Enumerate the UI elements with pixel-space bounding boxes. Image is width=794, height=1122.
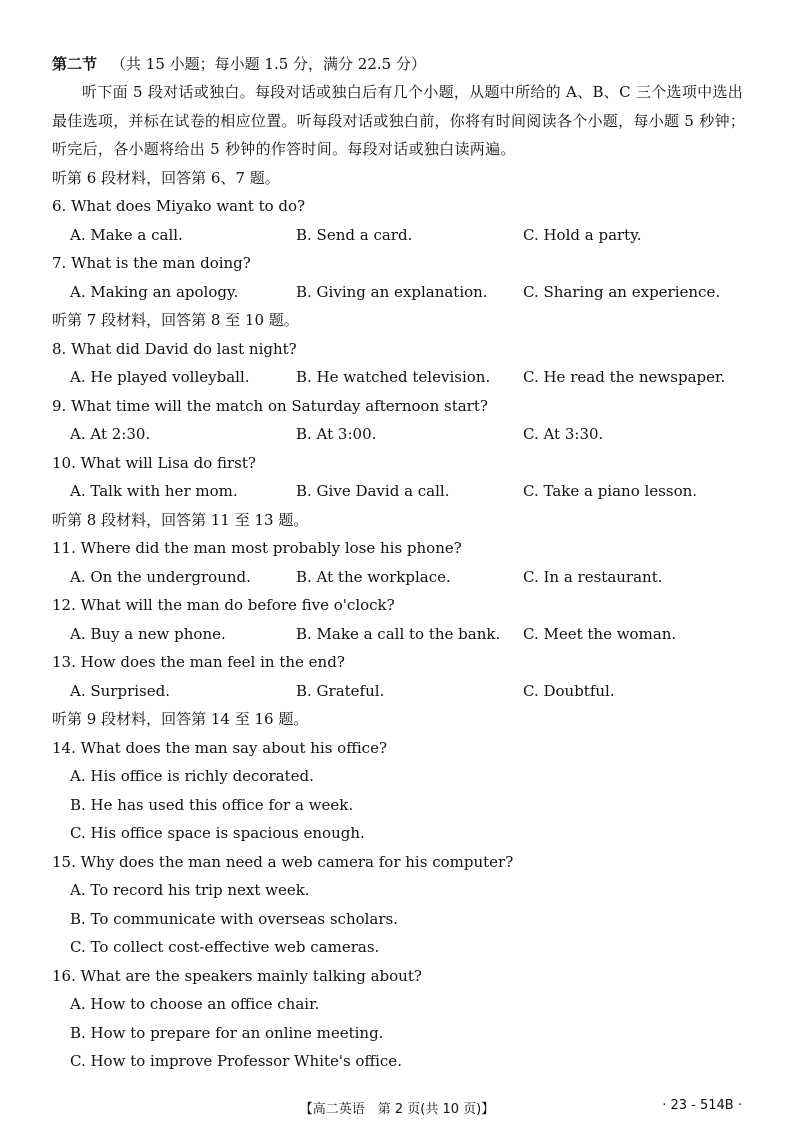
option-list <box>52 477 752 506</box>
option-c: C. Doubtful. <box>523 681 615 700</box>
question-item <box>52 335 752 392</box>
option-c: C. Meet the woman. <box>523 624 677 643</box>
option-a: A. At 2:30. <box>70 425 151 443</box>
passage-block <box>52 306 752 506</box>
question-item <box>52 734 752 848</box>
option-a: A. Surprised. <box>70 681 170 700</box>
option-c: C. His office space is spacious enough. <box>70 824 365 842</box>
option-c: C. To collect cost-effective web cameras. <box>70 938 380 956</box>
option-list <box>52 990 752 1076</box>
question-stem: 15. Why does the man need a web camera for his computer? <box>52 852 514 871</box>
option-a: A. Talk with her mom. <box>70 482 238 500</box>
option-list <box>52 420 752 449</box>
passage-header: 听第 7 段材料，回答第 8 至 10 题。 <box>52 311 299 329</box>
option-list <box>52 876 752 962</box>
option-b: B. At 3:00. <box>296 425 377 443</box>
option-a: A. How to choose an office chair. <box>70 995 320 1013</box>
section-title: 第二节 <box>52 55 98 73</box>
question-stem: 7. What is the man doing? <box>52 254 251 272</box>
passage-block <box>52 506 752 706</box>
question-item <box>52 591 752 648</box>
option-b: B. He has used this office for a week. <box>70 795 354 814</box>
option-c: C. Sharing an experience. <box>523 282 721 301</box>
passage-header: 听第 6 段材料，回答第 6、7 题。 <box>52 168 280 187</box>
option-a: A. Buy a new phone. <box>70 624 226 643</box>
question-item <box>52 449 752 506</box>
option-b: B. Send a card. <box>296 225 413 244</box>
option-b: B. Grateful. <box>296 681 385 700</box>
question-stem: 8. What did David do last night? <box>52 339 297 358</box>
question-item <box>52 534 752 591</box>
question-stem: 10. What will Lisa do first? <box>52 453 256 472</box>
question-stem: 12. What will the man do before five o'clock? <box>52 596 395 614</box>
option-c: C. In a restaurant. <box>523 567 663 586</box>
passage-block <box>52 164 752 307</box>
option-a: A. To record his trip next week. <box>70 881 310 899</box>
option-a: A. He played volleyball. <box>70 368 250 386</box>
footer-page-info: 【高二英语 第 2 页(共 10 页)】 <box>299 1102 495 1117</box>
question-stem: 9. What time will the match on Saturday afternoon start? <box>52 396 488 415</box>
option-b: B. He watched television. <box>296 368 491 386</box>
option-list <box>52 278 752 307</box>
option-c: C. Hold a party. <box>523 225 642 244</box>
question-stem: 16. What are the speakers mainly talking about? <box>52 966 422 985</box>
question-item <box>52 962 752 1076</box>
passage-header: 听第 9 段材料，回答第 14 至 16 题。 <box>52 710 309 728</box>
page-footer <box>0 1098 794 1120</box>
option-list <box>52 762 752 848</box>
option-b: B. To communicate with overseas scholars. <box>70 909 399 928</box>
question-stem: 13. How does the man feel in the end? <box>52 653 345 671</box>
option-b: B. Give David a call. <box>296 482 450 500</box>
option-a: A. Make a call. <box>70 225 183 244</box>
option-list <box>52 620 752 649</box>
section-header <box>52 50 752 78</box>
passage-header: 听第 8 段材料，回答第 11 至 13 题。 <box>52 510 309 529</box>
option-list <box>52 221 752 250</box>
option-b: B. At the workplace. <box>296 567 451 586</box>
option-list <box>52 677 752 706</box>
option-list <box>52 363 752 392</box>
page-content <box>52 50 752 1076</box>
option-c: C. Take a piano lesson. <box>523 482 698 500</box>
option-c: C. He read the newspaper. <box>523 368 726 386</box>
question-item <box>52 392 752 449</box>
option-a: A. On the underground. <box>70 567 251 586</box>
question-item <box>52 848 752 962</box>
option-c: C. How to improve Professor White's office. <box>70 1052 402 1070</box>
option-a: A. His office is richly decorated. <box>70 767 314 785</box>
question-item <box>52 249 752 306</box>
option-b: B. How to prepare for an online meeting. <box>70 1023 384 1042</box>
option-b: B. Make a call to the bank. <box>296 624 501 643</box>
option-b: B. Giving an explanation. <box>296 282 488 301</box>
question-stem: 6. What does Miyako want to do? <box>52 197 306 215</box>
question-stem: 14. What does the man say about his office? <box>52 738 387 757</box>
option-list <box>52 563 752 592</box>
option-c: C. At 3:30. <box>523 425 604 443</box>
passage-block <box>52 705 752 1076</box>
option-a: A. Making an apology. <box>70 282 239 301</box>
question-item <box>52 648 752 705</box>
section-instructions: 听下面 5 段对话或独白。每段对话或独白后有几个小题，从题中所给的 A、B、C 三个选项中选出最佳选项，并标在试卷的相应位置。听每段对话或独白前，你将有时间阅读各个小题，每小题 5 秒钟；听完后，各小题将给出 5 秒钟的作答时间。每段对话或独白读两遍。 <box>52 83 746 158</box>
section-scoring: （共 15 小题；每小题 1.5 分，满分 22.5 分） <box>111 55 426 73</box>
footer-exam-code: · 23 - 514B · <box>662 1098 742 1113</box>
question-stem: 11. Where did the man most probably lose his phone? <box>52 539 462 557</box>
question-item <box>52 192 752 249</box>
